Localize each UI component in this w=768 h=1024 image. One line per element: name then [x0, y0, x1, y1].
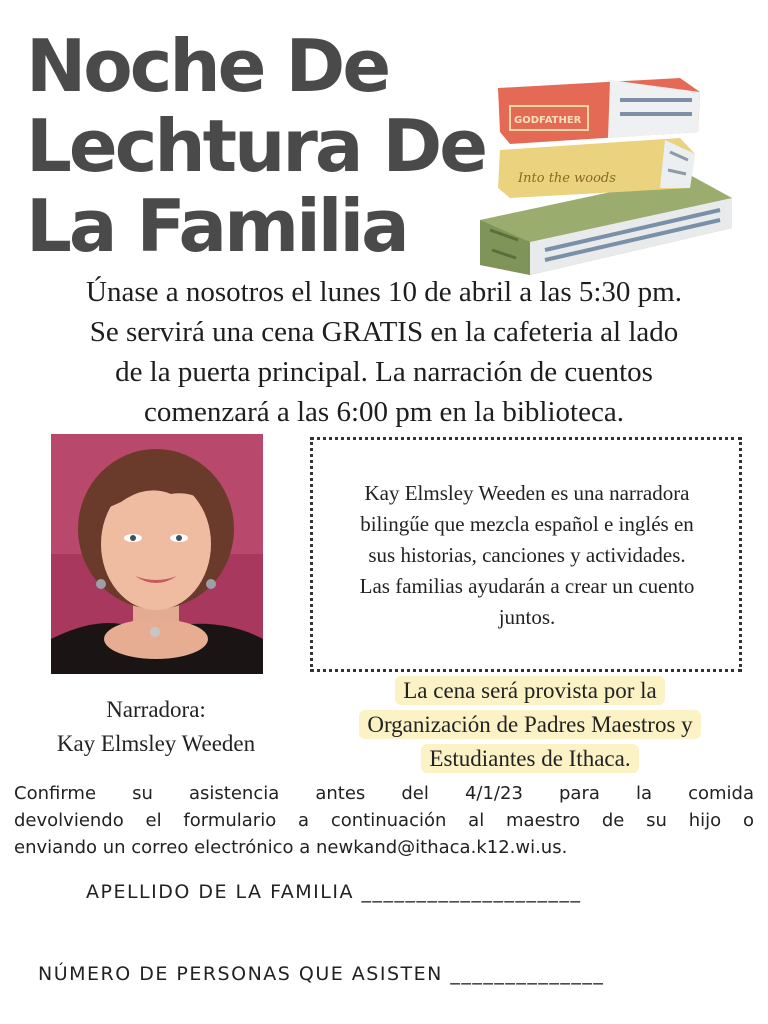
narrator-label: Narradora:	[106, 697, 206, 722]
sponsor-line-1: La cena será provista por la	[395, 676, 665, 705]
top-spine-text: GODFATHER	[514, 115, 582, 126]
narrator-caption	[22, 693, 290, 761]
bio-line-2: bilingűe que mezcla español e inglés en	[360, 512, 694, 536]
title-line-2: Lechtura De	[26, 104, 486, 188]
rsvp-line-3: enviando un correo electrónico a newkand@ithaca.k12.wi.us.	[14, 837, 568, 858]
narrator-name: Kay Elmsley Weeden	[56, 731, 256, 756]
family-name-field[interactable]: APELLIDO DE LA FAMILIA ____________________	[86, 881, 582, 903]
books-stack-illustration	[470, 70, 740, 280]
rsvp-line-1: Confirme su asistencia antes del 4/1/23 para la comida	[14, 783, 754, 804]
bio-line-3: sus historias, canciones y actividades.	[368, 543, 686, 567]
middle-spine-text: Into the woods	[518, 171, 616, 186]
intro-line-3: de la puerta principal. La narración de cuentos	[115, 356, 653, 388]
sponsor-line-3: Estudiantes de Ithaca.	[421, 744, 638, 773]
rsvp-instructions	[14, 780, 754, 861]
title-line-1: Noche De	[26, 24, 389, 108]
sponsor-line-2: Organización de Padres Maestros y	[359, 710, 700, 739]
attendee-count-field[interactable]: NÚMERO DE PERSONAS QUE ASISTEN ______________	[38, 963, 605, 985]
event-intro	[20, 272, 748, 432]
bio-line-1: Kay Elmsley Weeden es una narradora	[364, 481, 690, 505]
sponsor-note	[320, 674, 740, 776]
narrator-photo	[51, 434, 263, 674]
bio-line-4: Las familias ayudarán a crear un cuento	[359, 574, 695, 598]
intro-line-1: Únase a nosotros el lunes 10 de abril a las 5:30 pm.	[86, 276, 682, 308]
flyer-title	[26, 26, 526, 266]
intro-line-4: comenzará a las 6:00 pm en la biblioteca.	[144, 396, 624, 428]
yellow-book	[498, 138, 695, 198]
intro-line-2: Se servirá una cena GRATIS en la cafeteria al lado	[89, 316, 679, 348]
title-line-3: La Familia	[26, 184, 407, 268]
red-book	[498, 78, 700, 144]
bio-line-5: juntos.	[498, 605, 556, 629]
narrator-bio	[318, 478, 736, 633]
rsvp-line-2: devolviendo el formulario a continuación al maestro de su hijo o	[14, 810, 754, 831]
